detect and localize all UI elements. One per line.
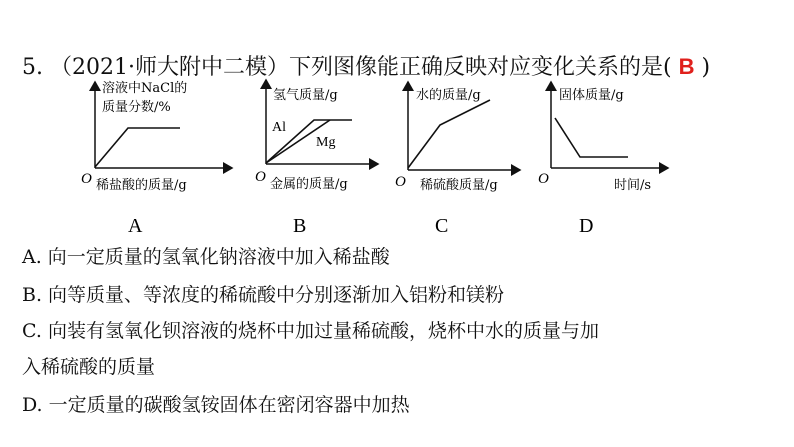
- graph-d-curve: [555, 118, 628, 157]
- graph-a-y-label-1: 溶液中NaCl的: [102, 81, 188, 96]
- graph-a-letter: A: [128, 215, 143, 237]
- option-c-continued: 入稀硫酸的质量: [22, 356, 156, 378]
- graph-c-curve: [408, 100, 490, 168]
- graph-b-mg-label: Mg: [316, 135, 336, 150]
- graph-c-x-label: 稀硫酸质量/g: [420, 178, 498, 193]
- option-a: A. 向一定质量的氢氧化钠溶液中加入稀盐酸: [22, 246, 390, 268]
- graph-b: [255, 80, 378, 237]
- answer-letter: B: [678, 54, 695, 79]
- graph-c-y-label: 水的质量/g: [416, 88, 481, 103]
- graph-c-letter: C: [435, 215, 449, 237]
- question-text: （2021·师大附中二模）下列图像能正确反映对应变化关系的是(: [50, 55, 672, 80]
- option-d: D. 一定质量的碳酸氢铵固体在密闭容器中加热: [22, 394, 410, 416]
- graph-c: [395, 82, 520, 237]
- question-number: 5.: [22, 55, 43, 80]
- graph-b-x-label: 金属的质量/g: [270, 177, 348, 192]
- option-b: B. 向等质量、等浓度的稀硫酸中分别逐渐加入铝粉和镁粉: [22, 284, 505, 306]
- graph-b-y-label: 氢气质量/g: [273, 88, 338, 103]
- question-close-paren: ): [701, 55, 711, 80]
- graph-b-origin: O: [255, 169, 266, 185]
- graph-d-x-label: 时间/s: [614, 178, 652, 193]
- graph-a-y-label-2: 质量分数/%: [102, 100, 171, 115]
- graph-d-origin: O: [538, 171, 549, 187]
- graph-a-x-label: 稀盐酸的质量/g: [96, 178, 187, 193]
- graph-a-curve: [95, 128, 180, 167]
- option-c: C. 向装有氢氧化钡溶液的烧杯中加过量稀硫酸，烧杯中水的质量与加: [22, 320, 599, 342]
- graph-b-letter: B: [293, 215, 307, 237]
- graph-d-y-label: 固体质量/g: [559, 88, 624, 103]
- graph-c-origin: O: [395, 174, 406, 190]
- graph-d: [538, 82, 668, 237]
- graph-d-letter: D: [579, 215, 594, 237]
- graph-a: [81, 80, 232, 237]
- graph-a-origin: O: [81, 171, 92, 187]
- graph-b-al-label: Al: [272, 120, 286, 135]
